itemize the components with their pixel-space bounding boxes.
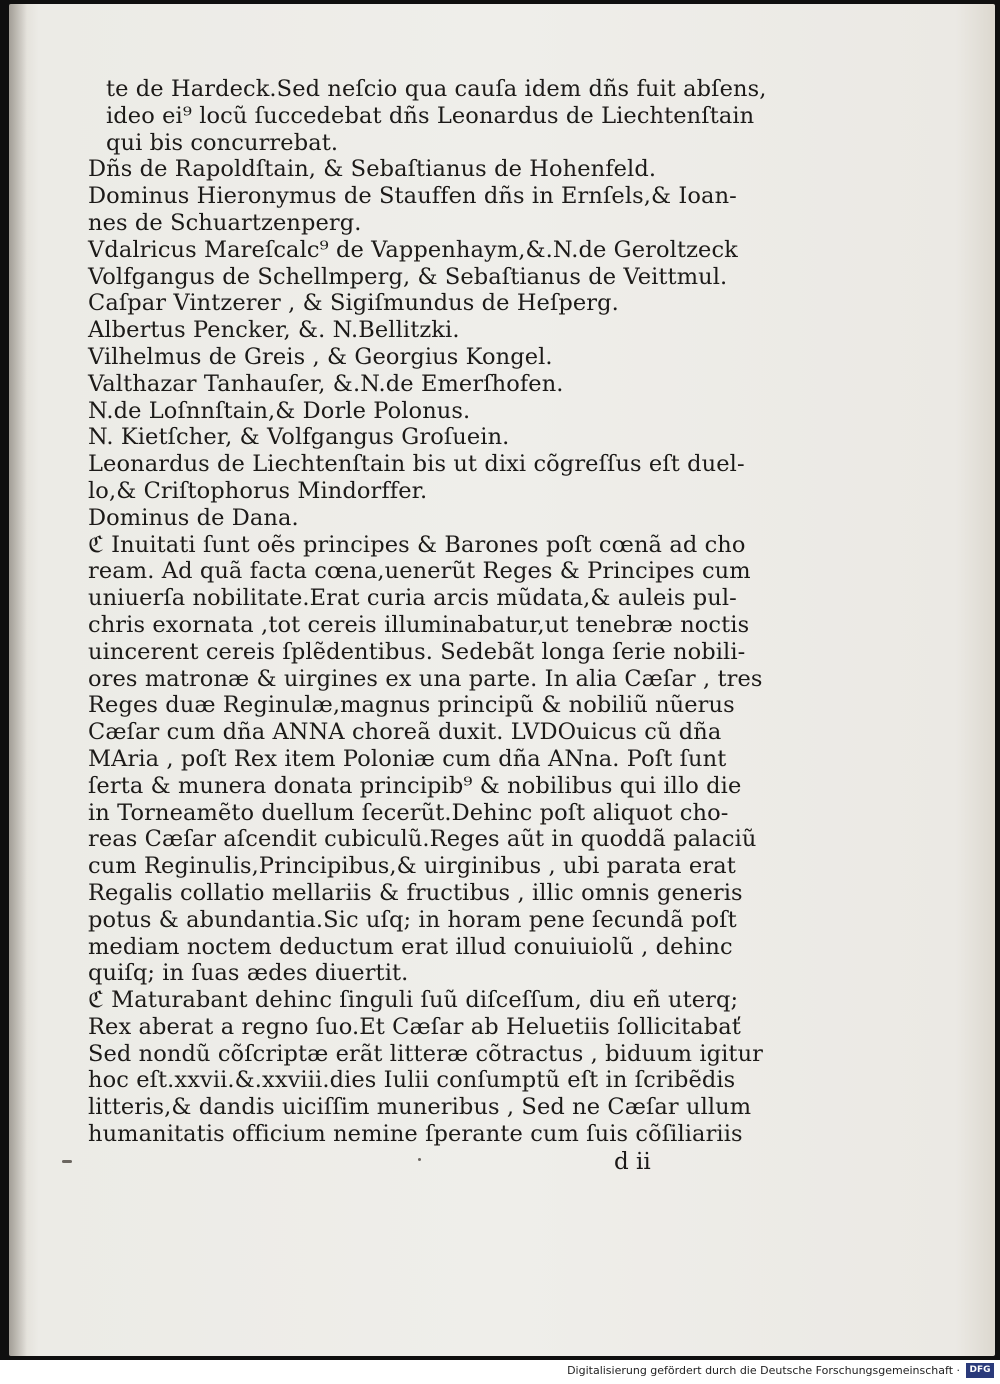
text-line: ℭ Inuitati ſunt oẽs principes & Barones poſt cœnã ad cho bbox=[88, 531, 746, 558]
text-line: ream. Ad quã facta cœna,uenerũt Reges & Principes cum bbox=[88, 558, 751, 585]
text-line: Dominus de Dana. bbox=[88, 504, 299, 531]
page-text bbox=[88, 76, 767, 1148]
text-line: Regalis collatio mellariis & fructibus , illic omnis generis bbox=[88, 879, 743, 906]
text-line: humanitatis officium nemine ſperante cum ſuis cõſiliariis bbox=[88, 1121, 743, 1148]
text-line: nes de Schuartzenperg. bbox=[88, 209, 362, 236]
signature-mark: d ii bbox=[614, 1149, 651, 1175]
dfg-logo-icon: DFG bbox=[966, 1363, 994, 1378]
spine-shadow bbox=[9, 4, 27, 1356]
text-line: Valthazar Tanhauſer, &.N.de Emerſhofen. bbox=[88, 370, 564, 397]
text-line: uincerent cereis ſplẽdentibus. Sedebãt longa ſerie nobili- bbox=[88, 638, 746, 665]
text-line: Cæſar cum dña ANNA choreã duxit. LVDOuicus cũ dña bbox=[88, 719, 722, 746]
text-line: litteris,& dandis uiciſſim muneribus , Sed ne Cæſar ullum bbox=[88, 1094, 752, 1121]
text-line: in Torneamẽto duellum ſecerũt.Dehinc poſt aliquot cho- bbox=[88, 799, 729, 826]
text-line: ſerta & munera donata principib⁹ & nobilibus qui illo die bbox=[88, 772, 742, 799]
text-line: Sed nondũ cõſcriptæ erãt litteræ cõtractus , biduum igitur bbox=[88, 1040, 764, 1067]
text-line: reas Cæſar aſcendit cubiculũ.Reges aũt in quoddã palaciũ bbox=[88, 826, 757, 853]
text-line: N. Kietſcher, & Volfgangus Groſuein. bbox=[88, 424, 510, 451]
ink-speck bbox=[62, 1160, 72, 1163]
text-line: cum Reginulis,Principibus,& uirginibus , ubi parata erat bbox=[88, 853, 736, 880]
text-line: te de Hardeck.Sed neſcio qua cauſa idem dñs fuit abſens, bbox=[106, 76, 767, 102]
text-line: Vdalricus Mareſcalc⁹ de Vappenhaym,&.N.de Geroltzeck bbox=[88, 236, 738, 263]
text-line: Dñs de Rapoldſtain, & Sebaſtianus de Hohenfeld. bbox=[88, 156, 657, 183]
text-line: Reges duæ Reginulæ,magnus principũ & nobiliũ nũerus bbox=[88, 692, 735, 719]
text-line: Vilhelmus de Greis , & Georgius Kongel. bbox=[88, 343, 553, 370]
ink-speck bbox=[418, 1158, 421, 1161]
text-line: ores matronæ & uirgines ex una parte. In alia Cæſar , tres bbox=[88, 665, 763, 692]
text-line: uniuerſa nobilitate.Erat curia arcis mũdata,& auleis pul- bbox=[88, 585, 737, 612]
text-line: ideo ei⁹ locũ ſuccedebat dñs Leonardus de Liechtenſtain bbox=[106, 102, 755, 129]
text-line: chris exornata ,tot cereis illuminabatur,ut tenebræ noctis bbox=[88, 611, 750, 638]
text-line: hoc eſt.xxvii.&.xxviii.dies Iulii conſumptũ eſt in ſcribẽdis bbox=[88, 1067, 736, 1094]
footer-bar bbox=[0, 1360, 1000, 1384]
text-line: Rex aberat a regno ſuo.Et Cæſar ab Heluetiis ſollicitabať bbox=[88, 1013, 741, 1040]
text-line: lo,& Criſtophorus Mindorffer. bbox=[88, 477, 428, 504]
text-line: potus & abundantia.Sic uſq; in horam pene ſecundã poſt bbox=[88, 906, 737, 933]
text-line: Albertus Pencker, &. N.Bellitzki. bbox=[88, 317, 460, 344]
text-line: Dominus Hieronymus de Stauffen dñs in Ernſels,& Ioan- bbox=[88, 183, 737, 210]
text-line: Volfgangus de Schellmperg, & Sebaſtianus de Veittmul. bbox=[88, 263, 728, 290]
text-line: qui bis concurrebat. bbox=[106, 129, 339, 156]
text-line: ℭ Maturabant dehinc ſinguli ſuũ diſceſſum, diu eñ uterq; bbox=[88, 987, 739, 1014]
text-line: MAria , poſt Rex item Poloniæ cum dña ANna. Poſt ſunt bbox=[88, 745, 727, 772]
text-line: N.de Loſnnſtain,& Dorle Polonus. bbox=[88, 397, 471, 424]
funding-credit: Digitalisierung gefördert durch die Deutsche Forschungsgemeinschaft · bbox=[567, 1364, 960, 1377]
text-line: Caſpar Vintzerer , & Sigiſmundus de Heſperg. bbox=[88, 290, 619, 317]
text-line: quiſq; in ſuas ædes diuertit. bbox=[88, 960, 409, 987]
text-line: Leonardus de Liechtenſtain bis ut dixi cõgreſſus eſt duel- bbox=[88, 451, 745, 478]
text-line: mediam noctem deductum erat illud conuiuiolũ , dehinc bbox=[88, 933, 733, 960]
